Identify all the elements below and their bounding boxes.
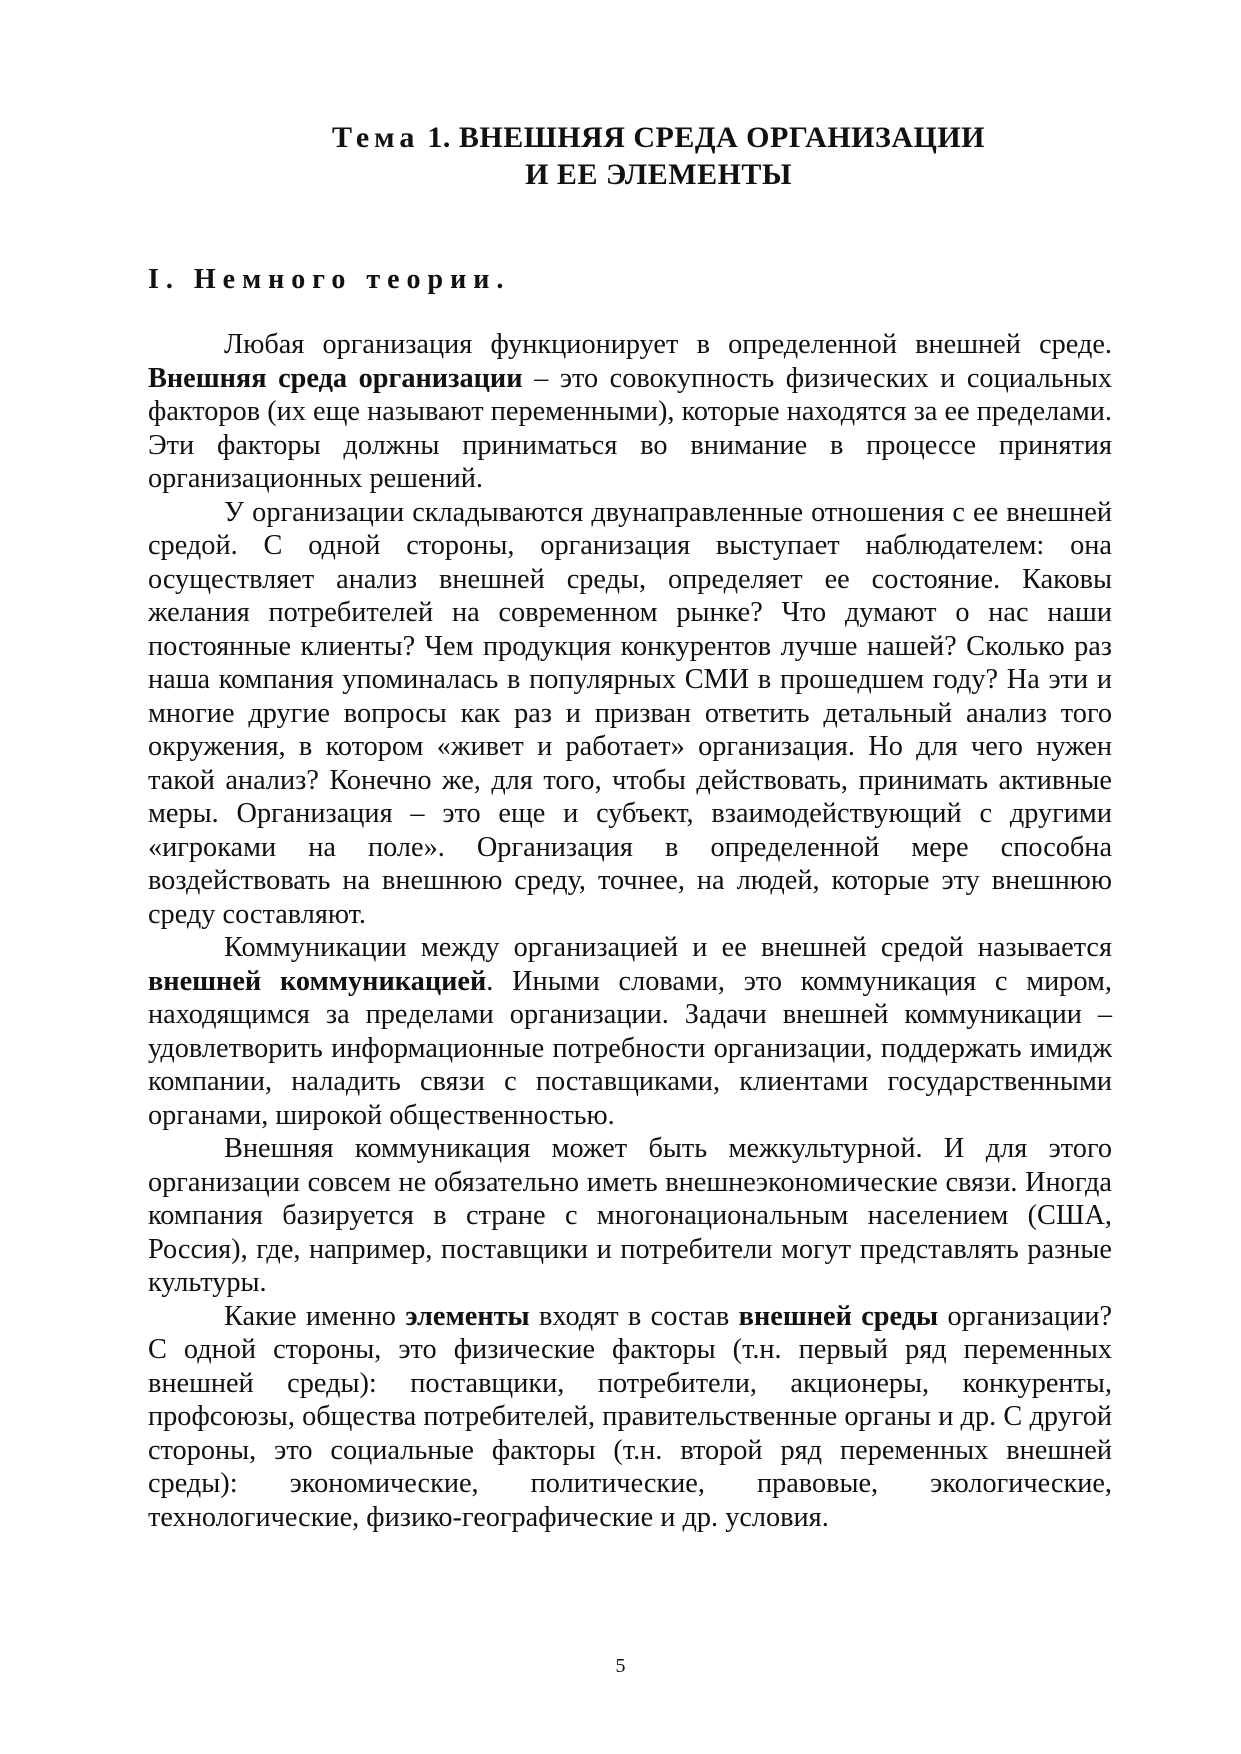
paragraph-5-part-2: входят в состав [539,1300,730,1332]
paragraph-5-part-3: организации? С одной стороны, это физические факторы (т.н. первый ряд переменных внешней среды): поставщики, потребители, акционеры, конкуренты, профсоюзы, общества потребителей, правительственные органы и др. С другой стороны, это социальные факторы (т.н. второй ряд переменных внешней среды): экономические, политические, правовые, экологические, технологические, физико-географические и др. условия. [148,1300,1113,1533]
term-external-environment-2: внешней среды [738,1300,939,1332]
chapter-title-line-1: 1. ВНЕШНЯЯ СРЕДА ОРГАНИЗАЦИИ [427,121,985,154]
paragraph-2: У организации складываются двунаправленные отношения с ее внешней средой. С одной стороны, организация выступает наблюдателем: она осуществляет анализ внешней среды, определяет ее состояние. Каковы желания потребителей на современном рынке? Что думают о нас наши постоянные клиенты? Чем продукция конкурентов лучше нашей? Сколько раз наша компания упоминалась в популярных СМИ в прошедшем году? На эти и многие другие вопросы как раз и призван ответить детальный анализ того окружения, в котором «живет и работает» организация. Но для чего нужен такой анализ? Конечно же, для того, чтобы действовать, принимать активные меры. Организация – это еще и субъект, взаимодействующий с другими «игроками на поле». Организация в определенной мере способна воздействовать на внешнюю среду, точнее, на людей, которые эту внешнюю среду составляют. [148,496,1112,930]
chapter-title [38,120,1241,156]
section-heading: I. Немного теории. [148,264,511,295]
paragraph-5-part-1: Какие именно [224,1300,396,1332]
paragraph-1-rest: – это совокупность физических и социальных факторов (их еще называют переменными), которые находятся за ее пределами. Эти факторы должны приниматься во внимание в процессе принятия организационных решений. [148,362,1112,494]
paragraph-3 [148,931,1112,1132]
paragraph-3-lead: Коммуникации между организацией и ее внешней средой называется [224,932,1112,963]
term-external-environment: Внешняя среда организации [148,362,523,394]
paragraph-3-rest: . Иными словами, это коммуникация с миром, находящимся за пределами организации. Задачи внешней коммуникации – удовлетворить информационные потребности организации, поддержать имидж компании, наладить связи с поставщиками, клиентами государственными органами, широкой общественностью. [148,965,1112,1131]
paragraph-4: Внешняя коммуникация может быть межкультурной. И для этого организации совсем не обязательно иметь внешнеэкономические связи. Иногда компания базируется в стране с многонациональным населением (США, Россия), где, например, поставщики и потребители могут представлять разные культуры. [148,1133,1112,1298]
term-external-communication: внешней коммуникацией [148,965,487,997]
page-number: 5 [615,1655,626,1677]
term-elements: элементы [405,1300,530,1332]
body-text [148,328,1112,1534]
paragraph-1 [148,328,1112,496]
paragraph-5 [148,1300,1112,1535]
chapter-title-line-2: И ЕЕ ЭЛЕМЕНТЫ [525,158,792,191]
paragraph-1-lead: Любая организация функционирует в определенной внешней среде. [224,329,1112,360]
chapter-title-prefix: Тема [331,121,420,154]
